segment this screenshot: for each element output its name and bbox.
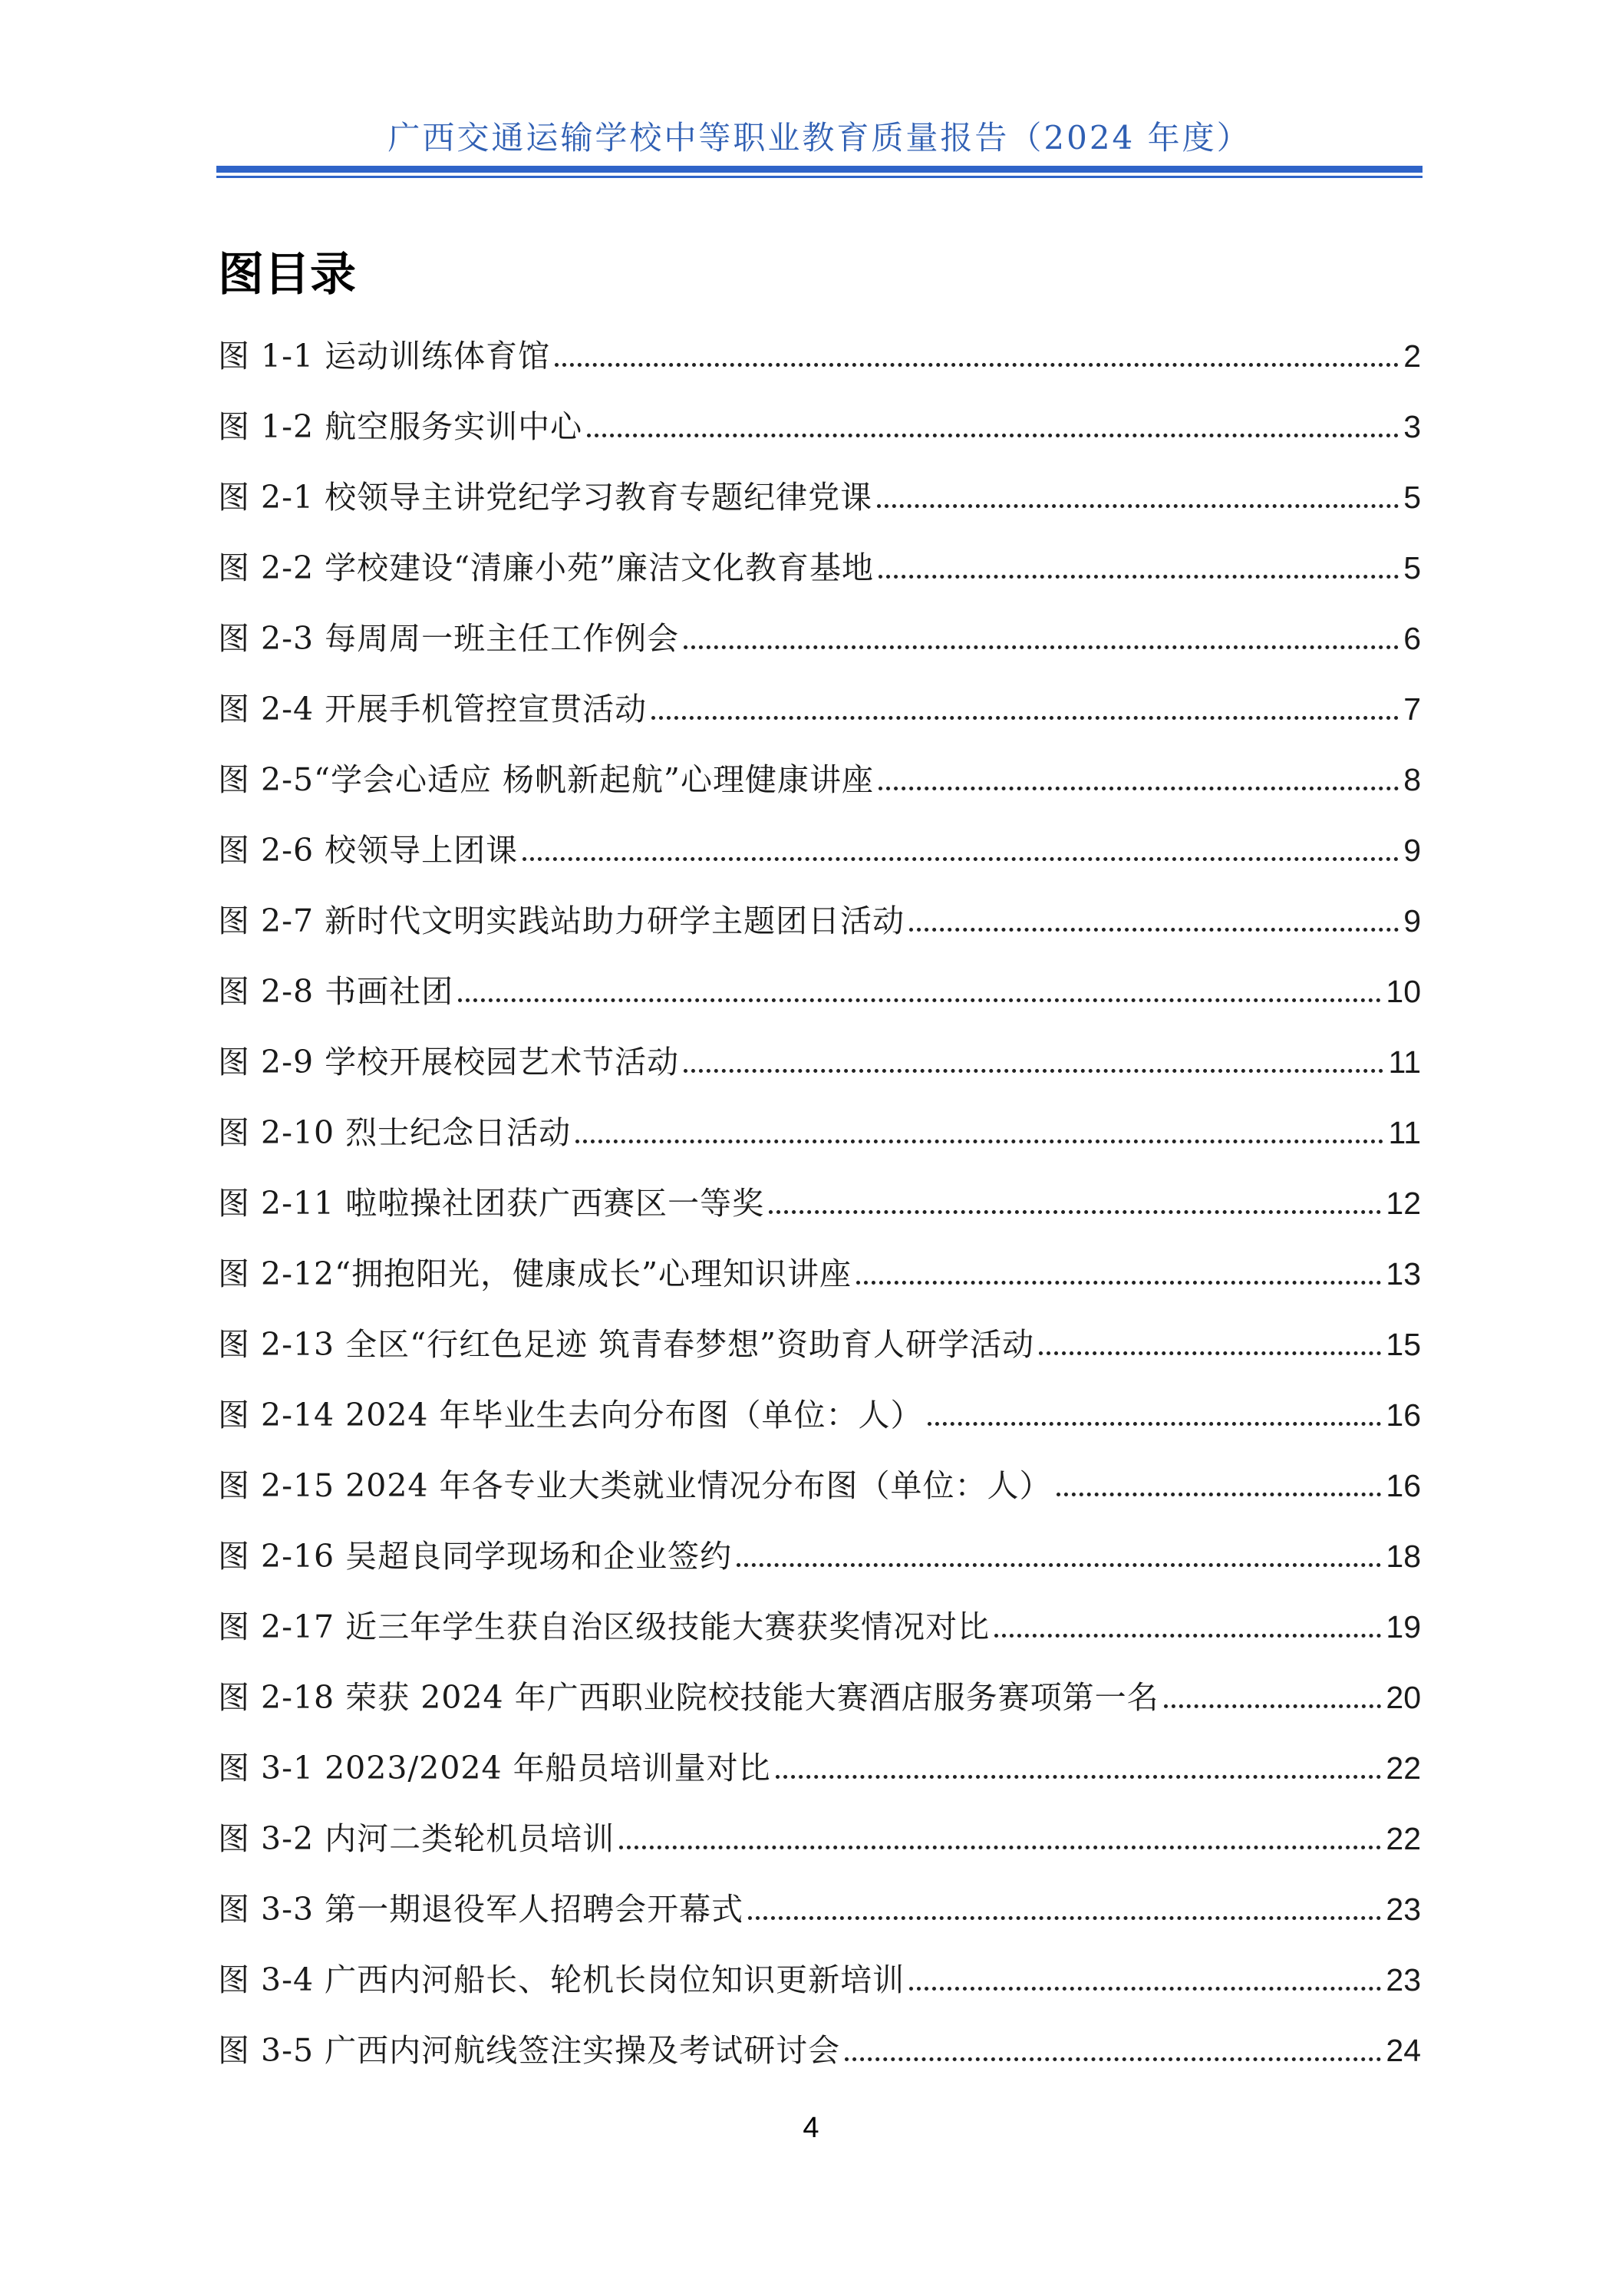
toc-entry-page: 23 xyxy=(1386,1962,1421,1997)
toc-entry[interactable] xyxy=(218,1673,1421,1743)
toc-entry[interactable] xyxy=(218,755,1421,826)
toc-dot-leader xyxy=(587,433,1399,437)
toc-entry[interactable] xyxy=(218,1602,1421,1673)
toc-entry-page: 22 xyxy=(1386,1821,1421,1856)
toc-dot-leader xyxy=(458,998,1381,1002)
toc-entry-page: 8 xyxy=(1403,762,1421,797)
toc-dot-leader xyxy=(845,2057,1381,2061)
toc-entry[interactable] xyxy=(218,1532,1421,1602)
toc-entry[interactable] xyxy=(218,1037,1421,1108)
toc-entry[interactable] xyxy=(218,1461,1421,1532)
toc-entry[interactable] xyxy=(218,1814,1421,1885)
toc-entry-label: 图 2-6 校领导上团课 xyxy=(218,832,519,869)
toc-entry-label: 图 2-10 烈士纪念日活动 xyxy=(218,1114,572,1151)
page-title: 图目录 xyxy=(218,248,356,302)
toc-entry[interactable] xyxy=(218,826,1421,896)
toc-entry[interactable] xyxy=(218,967,1421,1037)
toc-entry[interactable] xyxy=(218,614,1421,685)
toc-dot-leader xyxy=(555,362,1399,367)
toc-entry-label: 图 2-12“拥抱阳光，健康成长”心理知识讲座 xyxy=(218,1255,852,1292)
toc-entry-page: 19 xyxy=(1386,1609,1421,1644)
toc-dot-leader xyxy=(928,1421,1382,1426)
toc-dot-leader xyxy=(748,1915,1381,1920)
toc-entry[interactable] xyxy=(218,543,1421,614)
toc-entry-page: 24 xyxy=(1386,2033,1421,2068)
toc-entry-label: 图 2-18 荣获 2024 年广西职业院校技能大赛酒店服务赛项第一名 xyxy=(218,1679,1159,1716)
toc-entry-page: 13 xyxy=(1386,1256,1421,1292)
toc-entry-label: 图 3-2 内河二类轮机员培训 xyxy=(218,1820,615,1857)
toc-dot-leader xyxy=(1164,1704,1382,1708)
toc-entry-label: 图 2-15 2024 年各专业大类就业情况分布图（单位：人） xyxy=(218,1467,1052,1504)
toc-entry-page: 3 xyxy=(1403,409,1421,444)
toc-entry-label: 图 2-4 开展手机管控宣贯活动 xyxy=(218,691,648,727)
toc-entry[interactable] xyxy=(218,1179,1421,1249)
toc-dot-leader xyxy=(684,645,1399,649)
toc-entry[interactable] xyxy=(218,473,1421,543)
toc-dot-leader xyxy=(619,1845,1381,1849)
toc-entry-page: 9 xyxy=(1403,833,1421,868)
toc-entry[interactable] xyxy=(218,332,1421,402)
toc-dot-leader xyxy=(909,927,1399,932)
toc-entry-page: 11 xyxy=(1388,1044,1421,1080)
toc-dot-leader xyxy=(523,856,1399,861)
toc-entry-label: 图 2-13 全区“行红色足迹 筑青春梦想”资助育人研学活动 xyxy=(218,1326,1035,1363)
toc-entry[interactable] xyxy=(218,896,1421,967)
toc-entry-label: 图 2-14 2024 年毕业生去向分布图（单位：人） xyxy=(218,1397,923,1433)
toc-entry-page: 16 xyxy=(1386,1468,1421,1503)
toc-entry-page: 2 xyxy=(1403,338,1421,374)
toc-entry[interactable] xyxy=(218,1249,1421,1320)
toc-dot-leader xyxy=(879,786,1399,790)
toc-entry[interactable] xyxy=(218,402,1421,473)
toc-entry[interactable] xyxy=(218,1743,1421,1814)
report-header: 广西交通运输学校中等职业教育质量报告（2024 年度） xyxy=(387,119,1251,157)
page-number: 4 xyxy=(803,2112,819,2144)
toc-dot-leader xyxy=(776,1774,1382,1779)
toc-entry[interactable] xyxy=(218,1320,1421,1390)
toc-entry-page: 20 xyxy=(1386,1680,1421,1715)
toc-dot-leader xyxy=(1057,1492,1382,1496)
toc-entry-page: 12 xyxy=(1386,1186,1421,1221)
figure-list xyxy=(218,332,1421,2096)
toc-entry-page: 7 xyxy=(1403,691,1421,727)
toc-entry-page: 11 xyxy=(1388,1115,1421,1150)
toc-entry-label: 图 2-3 每周周一班主任工作例会 xyxy=(218,620,680,657)
toc-dot-leader xyxy=(737,1562,1381,1567)
header-rule-thin xyxy=(216,176,1423,178)
toc-entry-label: 图 1-2 航空服务实训中心 xyxy=(218,408,583,445)
toc-dot-leader xyxy=(879,574,1399,579)
toc-entry-page: 5 xyxy=(1403,480,1421,515)
toc-entry-label: 图 1-1 运动训练体育馆 xyxy=(218,338,551,374)
toc-entry-label: 图 2-11 啦啦操社团获广西赛区一等奖 xyxy=(218,1185,765,1222)
toc-entry[interactable] xyxy=(218,2026,1421,2096)
toc-entry-label: 图 2-2 学校建设“清廉小苑”廉洁文化教育基地 xyxy=(218,549,875,586)
toc-entry-page: 10 xyxy=(1386,974,1421,1009)
toc-entry-label: 图 3-3 第一期退役军人招聘会开幕式 xyxy=(218,1891,744,1928)
toc-dot-leader xyxy=(684,1068,1383,1073)
toc-entry-page: 15 xyxy=(1386,1327,1421,1362)
toc-dot-leader xyxy=(769,1209,1381,1214)
toc-entry-page: 18 xyxy=(1386,1539,1421,1574)
toc-entry-label: 图 2-1 校领导主讲党纪学习教育专题纪律党课 xyxy=(218,479,873,516)
toc-entry-label: 图 2-7 新时代文明实践站助力研学主题团日活动 xyxy=(218,902,905,939)
toc-entry-label: 图 2-8 书画社团 xyxy=(218,973,454,1010)
toc-entry[interactable] xyxy=(218,1955,1421,2026)
toc-entry[interactable] xyxy=(218,685,1421,755)
toc-dot-leader xyxy=(909,1986,1381,1991)
toc-entry-label: 图 3-5 广西内河航线签注实操及考试研讨会 xyxy=(218,2032,841,2069)
toc-entry[interactable] xyxy=(218,1390,1421,1461)
toc-entry-label: 图 2-16 吴超良同学现场和企业签约 xyxy=(218,1538,733,1575)
toc-entry[interactable] xyxy=(218,1108,1421,1179)
toc-entry-page: 5 xyxy=(1403,550,1421,586)
toc-entry-page: 16 xyxy=(1386,1397,1421,1433)
toc-entry-page: 23 xyxy=(1386,1892,1421,1927)
toc-dot-leader xyxy=(994,1633,1381,1638)
toc-entry-label: 图 2-5“学会心适应 杨帆新起航”心理健康讲座 xyxy=(218,761,875,798)
toc-entry-label: 图 2-17 近三年学生获自治区级技能大赛获奖情况对比 xyxy=(218,1608,991,1645)
toc-entry-page: 22 xyxy=(1386,1750,1421,1786)
toc-entry-label: 图 3-4 广西内河船长、轮机长岗位知识更新培训 xyxy=(218,1961,905,1998)
toc-entry[interactable] xyxy=(218,1885,1421,1955)
header-rule-thick xyxy=(216,166,1423,173)
toc-dot-leader xyxy=(856,1280,1381,1285)
toc-dot-leader xyxy=(877,503,1399,508)
toc-dot-leader xyxy=(575,1139,1383,1143)
toc-dot-leader xyxy=(1039,1351,1381,1355)
toc-dot-leader xyxy=(651,715,1399,720)
toc-entry-page: 9 xyxy=(1403,903,1421,939)
toc-entry-page: 6 xyxy=(1403,621,1421,656)
toc-entry-label: 图 2-9 学校开展校园艺术节活动 xyxy=(218,1044,680,1080)
toc-entry-label: 图 3-1 2023/2024 年船员培训量对比 xyxy=(218,1750,771,1786)
